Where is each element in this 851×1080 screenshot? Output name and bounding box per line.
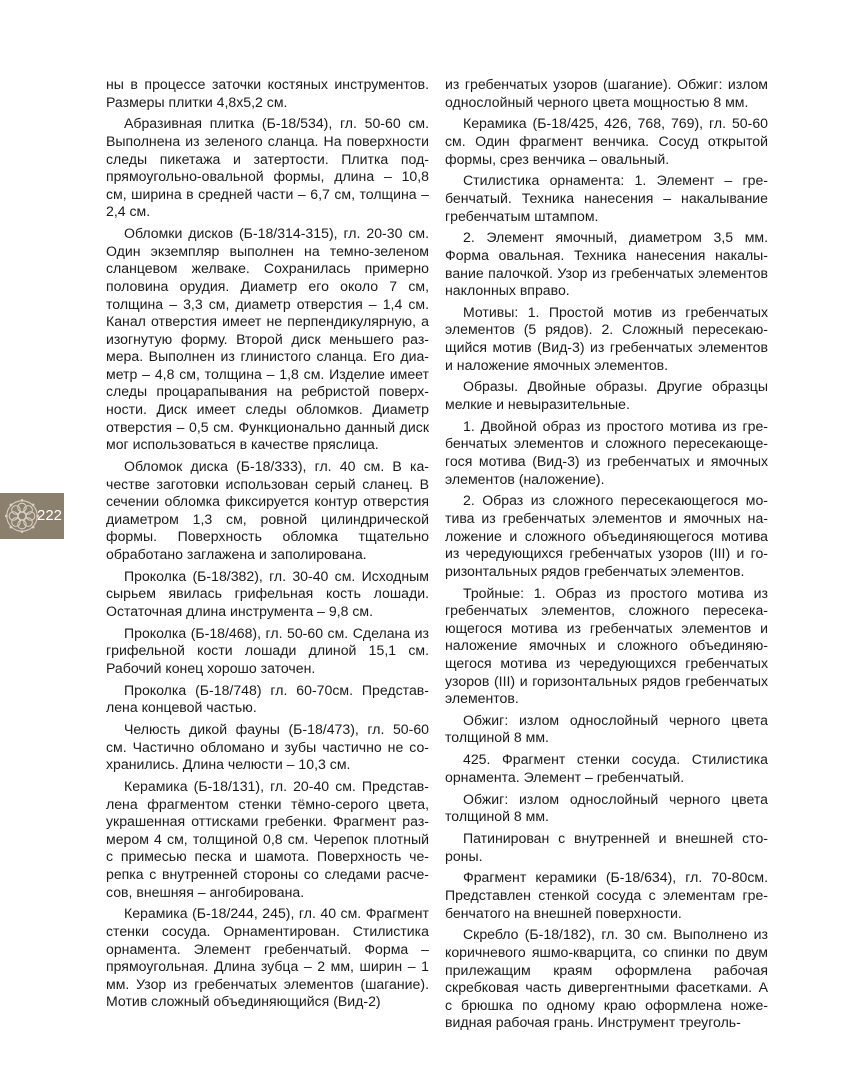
paragraph: Обломки дисков (Б-18/314-315), гл. 20-30 см. Один экземпляр выполнен на темно-зеленом сланцевом желваке. Сохранилась примерно половина орудия. Диаметр его около 7 см, толщина – 3,3 см, диаметр отверстия – 1,4 см. Канал отверстия имеет не перпендикулярную, а изогнутую форму. Второй диск меньшего размера. Выполнен из глинистого сланца. Его диаметр – 4,8 см, толщина – 1,8 см. Изделие имеет следы процарапывания на ребристой поверхности. Диск имеет следы обломков. Диаметр отверстия – 0,5 см. Функционально данный диск мог использоваться в качестве пряслица. (106, 225, 429, 453)
left-text-column (106, 76, 429, 1015)
paragraph: 2. Элемент ямочный, диаметром 3,5 мм. Форма овальная. Техника нанесения накалывание палочкой. Узор из гребенчатых элементов наклонных вправо. (445, 229, 768, 299)
right-text-column (445, 76, 768, 1036)
paragraph: Керамика (Б-18/244, 245), гл. 40 см. Фрагмент стенки сосуда. Орнаментирован. Стилистика орнамента. Элемент гребенчатый. Форма – прямоугольная. Длина зубца – 2 мм, ширин – 1 мм. Узор из гребенчатых элементов (шагание). Мотив сложный объединяющийся (Вид-2) (106, 905, 429, 1010)
paragraph: 1. Двойной образ из простого мотива из гребенчатых элементов и сложного пересекающегося мотива (Вид-3) из гребенчатых и ямочных элементов (наложение). (445, 417, 768, 487)
paragraph: Стилистика орнамента: 1. Элемент – гребенчатый. Техника нанесения – накалывание гребенчатым штампом. (445, 172, 768, 224)
paragraph: 425. Фрагмент стенки сосуда. Стилистика орнамента. Элемент – гребенчатый. (445, 751, 768, 785)
paragraph: Скребло (Б-18/182), гл. 30 см. Выполнено из коричневого яшмо-кварцита, со спинки по двум прилежащим краям оформлена рабочая скребковая часть дивергентными фасетками. А с брюшка по одному краю оформлена ножевидная рабочая грань. Инструмент треуголь- (445, 926, 768, 1031)
paragraph: Керамика (Б-18/131), гл. 20-40 см. Представлена фрагментом стенки тёмно-серого цвета, украшенная оттисками гребенки. Фрагмент размером 4 см, толщиной 0,8 см. Черепок плотный с примесью песка и шамота. Поверхность черепка с внутренней стороны со следами расчесов, внешняя – ангобирована. (106, 778, 429, 900)
paragraph: Обжиг: излом однослойный черного цвета толщиной 8 мм. (445, 711, 768, 746)
paragraph: Обжиг: излом однослойный черного цвета толщиной 8 мм. (445, 790, 768, 825)
paragraph: из гребенчатых узоров (шагание). Обжиг: излом однослойный черного цвета мощностью 8 мм. (445, 76, 768, 110)
rosette-ornament-icon (3, 497, 41, 535)
paragraph: Челюсть дикой фауны (Б-18/473), гл. 50-60 см. Частично обломано и зубы частично не сохранились. Длина челюсти – 10,3 см. (106, 721, 429, 773)
paragraph: Абразивная плитка (Б-18/534), гл. 50-60 см. Выполнена из зеленого сланца. На поверхности следы пикетажа и затертости. Плитка подпрямоугольно-овальной формы, длина – 10,8 см, ширина в средней части – 6,7 см, толщина – 2,4 см. (106, 115, 429, 220)
page-number-tab (0, 493, 64, 539)
paragraph: Фрагмент керамики (Б-18/634), гл. 70-80см. Представлен стенкой сосуда с элементам гребенчатого на внешней поверхности. (445, 869, 768, 921)
paragraph: Проколка (Б-18/382), гл. 30-40 см. Исходным сырьем явилась грифельная кость лошади. Остаточная длина инструмента – 9,8 см. (106, 567, 429, 619)
paragraph: Керамика (Б-18/425, 426, 768, 769), гл. 50-60 см. Один фрагмент венчика. Сосуд открытой формы, срез венчика – овальный. (445, 115, 768, 167)
paragraph: Обломок диска (Б-18/333), гл. 40 см. В качестве заготовки использован серый сланец. В сечении обломка фиксируется контур отверстия диаметром 1,3 см, ровной цилиндрической формы. Поверхность обломка тщательно обработано заглажена и заполирована. (106, 458, 429, 562)
paragraph: Патинирован с внутренней и внешней стороны. (445, 830, 768, 864)
paragraph: Образы. Двойные образы. Другие образцы мелкие и невыразительные. (445, 378, 768, 413)
paragraph: Мотивы: 1. Простой мотив из гребенчатых элементов (5 рядов). 2. Сложный пересекающийся мотив (Вид-3) из гребенчатых элементов и наложение ямочных элементов. (445, 303, 768, 373)
paragraph: 2. Образ из сложного пересекающегося мотива из гребенчатых элементов и ямочных наложение и сложного объединяющегося мотива из чередующихся гребенчатых узоров (III) и горизонтальных рядов гребенчатых элементов. (445, 492, 768, 579)
paragraph: Тройные: 1. Образ из простого мотива из гребенчатых элементов, сложного пересекающегося мотива из гребенчатых элементов и наложение ямочных и сложного объединяющегося мотива из чередующихся гребенчатых узоров (III) и горизонтальных рядов гребенчатых элементов. (445, 584, 768, 707)
page-number: 222 (37, 507, 63, 524)
paragraph: ны в процессе заточки костяных инструментов. Размеры плитки 4,8х5,2 см. (106, 76, 429, 110)
paragraph: Проколка (Б-18/748) гл. 60-70см. Представлена концевой частью. (106, 681, 429, 716)
paragraph: Проколка (Б-18/468), гл. 50-60 см. Сделана из грифельной кости лошади длиной 15,1 см. Рабочий конец хорошо заточен. (106, 624, 429, 676)
